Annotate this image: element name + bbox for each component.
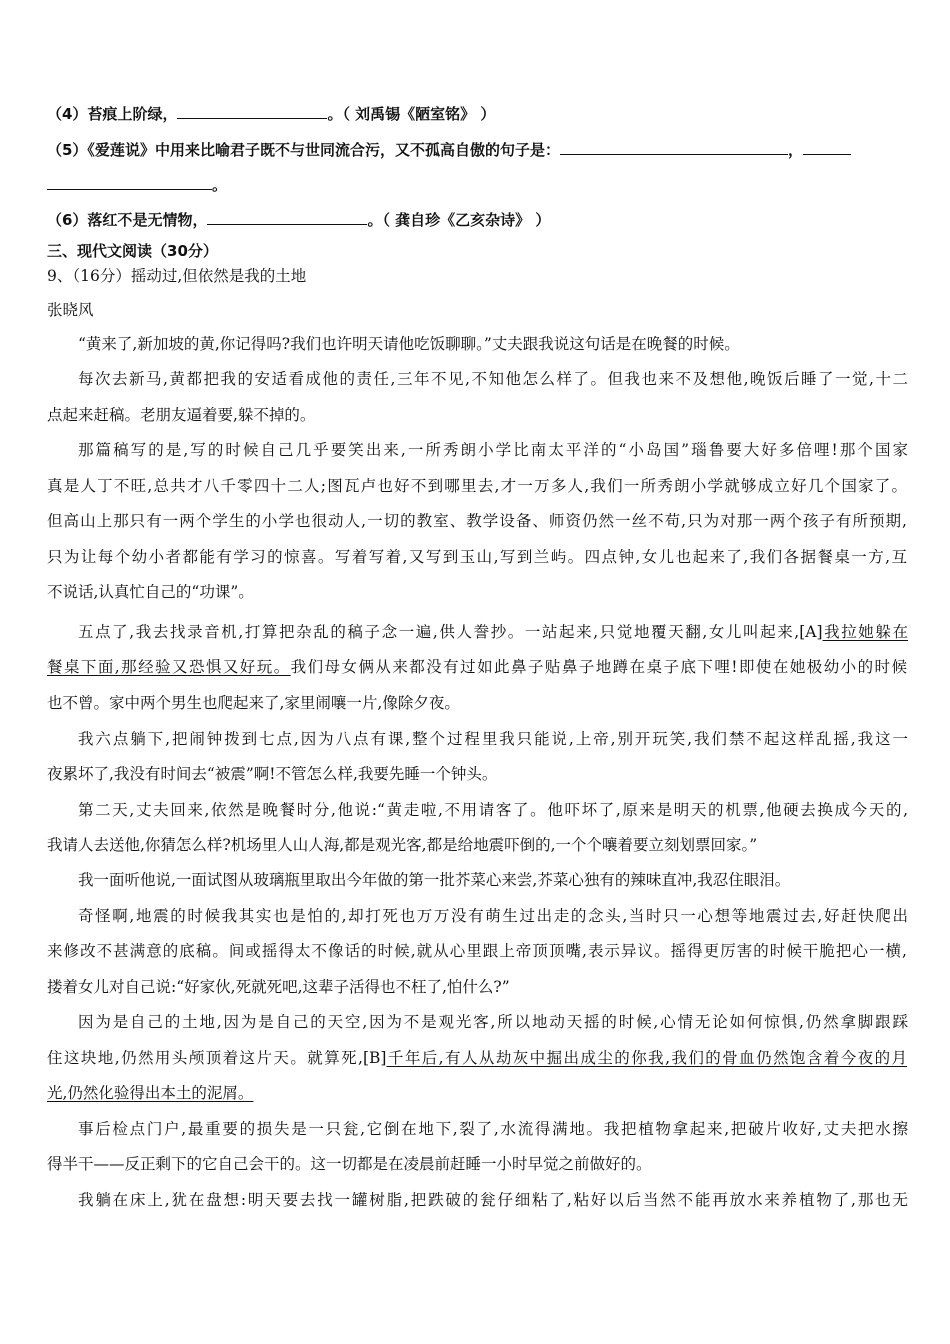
- q6-prefix: （6）落红不是无情物，: [47, 211, 208, 229]
- q5-answer-blank-1[interactable]: [560, 137, 788, 155]
- text-line-marked-b: [47, 1047, 907, 1069]
- text-line: 也不曾。家中两个男生也爬起来了,家里闹嚷一片,像除夕夜。: [47, 694, 460, 712]
- text-line: 来修改不甚满意的底稿。间或摇得太不像话的时候,就从心里跟上帝顶顶嘴,表示异议。摇得更厉害的时候干脆把心一横,: [47, 942, 907, 960]
- text-line: “黄来了,新加坡的黄,你记得吗?我们也许明天请他吃饭聊聊。”丈夫跟我说这句话是在晚餐的时候。: [78, 335, 740, 353]
- underlined-sentence-b-cont: 光,仍然化验得出本土的泥屑。: [47, 1084, 254, 1102]
- underlined-sentence-b: 千年后,有人从劫灰中掘出成尘的你我,我们的骨血仍然饱含着今夜的月: [386, 1049, 908, 1067]
- text-line: 但高山上那只有一两个学生的小学也很动人,一切的教室、教学设备、师资仍然一丝不苟,只为对那一两个孩子有所预期,: [47, 512, 907, 530]
- question-6: [47, 207, 907, 231]
- section-heading: 三、现代文阅读（30分）: [47, 242, 218, 260]
- q5-end: 。: [212, 176, 228, 194]
- q4-answer-blank[interactable]: [177, 101, 327, 119]
- underlined-sentence-a-cont: 餐桌下面,那经验又恐惧又好玩。: [47, 658, 291, 676]
- text-span: 住这块地,仍然用头颅顶着这片天。就算死,[B]: [47, 1049, 387, 1067]
- q4-prefix: （4）苔痕上阶绿，: [47, 105, 178, 123]
- text-line: 真是人丁不旺,总共才八千零四十二人;图瓦卢也好不到哪里去,才一万多人,我们一所秀朗小学就够成立好几个国家了。: [47, 477, 907, 495]
- q4-suffix: 。（ 刘禹锡《陋室铭》 ）: [327, 105, 496, 123]
- text-line: 第二天,丈夫回来,依然是晚餐时分,他说:“黄走啦,不用请客了。他吓坏了,原来是明天的机票,他硬去换成今天的,: [78, 801, 908, 819]
- text-line: 夜累坏了,我没有时间去“被震”啊!不管怎么样,我要先睡一个钟头。: [47, 765, 498, 783]
- text-line: 我躺在床上,犹在盘想:明天要去找一罐树脂,把跌破的瓮仔细粘了,粘好以后当然不能再放水来养植物了,那也无: [78, 1191, 908, 1209]
- text-line-marked-a: [78, 621, 908, 643]
- question-4: [47, 101, 907, 125]
- text-line: 事后检点门户,最重要的损失是一只瓮,它倒在地下,裂了,水流得满地。我把植物拿起来,把破片收好,丈夫把水擦: [78, 1120, 908, 1138]
- text-line-marked-a-cont: [47, 656, 907, 678]
- text-line: 我请人去送他,你猜怎么样?机场里人山人海,都是观光客,都是给地震吓倒的,一个个嚷着要立刻划票回家。”: [47, 836, 758, 854]
- text-line: 搂着女儿对自己说:“好家伙,死就死吧,这辈子活得也不枉了,怕什么?”: [47, 978, 510, 996]
- text-line: 因为是自己的土地,因为是自己的天空,因为不是观光客,所以地动天摇的时候,心情无论如何惊惧,仍然拿脚跟踩: [78, 1013, 908, 1031]
- text-span: 五点了,我去找录音机,打算把杂乱的稿子念一遍,供人誊抄。一站起来,只觉地覆天翻,女儿叫起来,[A]: [78, 623, 823, 641]
- text-line-marked-b-cont: [47, 1082, 907, 1104]
- text-line: 得半干——反正剩下的它自己会干的。这一切都是在凌晨前赶睡一小时早觉之前做好的。: [47, 1155, 652, 1173]
- q5-answer-blank-2a[interactable]: [803, 137, 851, 155]
- text-line: 不说话,认真忙自己的“功课”。: [47, 583, 254, 601]
- text-span: 我们母女俩从来都没有过如此鼻子贴鼻子地蹲在桌子底下哩!即使在她极幼小的时候: [290, 658, 908, 676]
- text-line: 奇怪啊,地震的时候我其实也是怕的,却打死也万万没有萌生过出走的念头,当时只一心想等地震过去,好赶快爬出: [78, 907, 908, 925]
- underlined-sentence-a: 我拉她躲在: [822, 623, 908, 641]
- text-line: 我六点躺下,把闹钟拨到七点,因为八点有课,整个过程里我只能说,上帝,别开玩笑,我们禁不起这样乱摇,我这一: [78, 730, 908, 748]
- text-line: 点起来赶稿。老朋友逼着要,躲不掉的。: [47, 406, 316, 424]
- text-line: 我一面听他说,一面试图从玻璃瓶里取出今年做的第一批芥菜心来尝,芥菜心独有的辣味直冲,我忍住眼泪。: [78, 871, 791, 889]
- text-line: 那篇稿写的是,写的时候自己几乎要笑出来,一所秀朗小学比南太平洋的“小岛国”瑙鲁要大好多倍哩!那个国家: [78, 441, 908, 459]
- q5-prefix: （5）《爱莲说》中用来比喻君子既不与世同流合污，又不孤高自傲的句子是：: [47, 141, 560, 159]
- q5-answer-blank-2b[interactable]: [47, 172, 212, 190]
- article-title: 9、（16分）摇动过,但依然是我的土地: [47, 267, 307, 285]
- text-line: 只为让每个幼小者都能有学习的惊喜。写着写着,又写到玉山,写到兰屿。四点钟,女儿也起来了,我们各据餐桌一方,互: [47, 548, 907, 566]
- q5-comma: ，: [787, 141, 803, 159]
- q6-answer-blank[interactable]: [207, 207, 367, 225]
- question-5: [47, 137, 907, 161]
- question-5-cont: [47, 172, 907, 196]
- article-author: 张晓风: [47, 301, 94, 319]
- text-line: 每次去新马,黄都把我的安适看成他的责任,三年不见,不知他怎么样了。但我也来不及想他,晚饭后睡了一觉,十二: [78, 370, 908, 388]
- q6-suffix: 。（ 龚自珍《乙亥杂诗》 ）: [367, 211, 551, 229]
